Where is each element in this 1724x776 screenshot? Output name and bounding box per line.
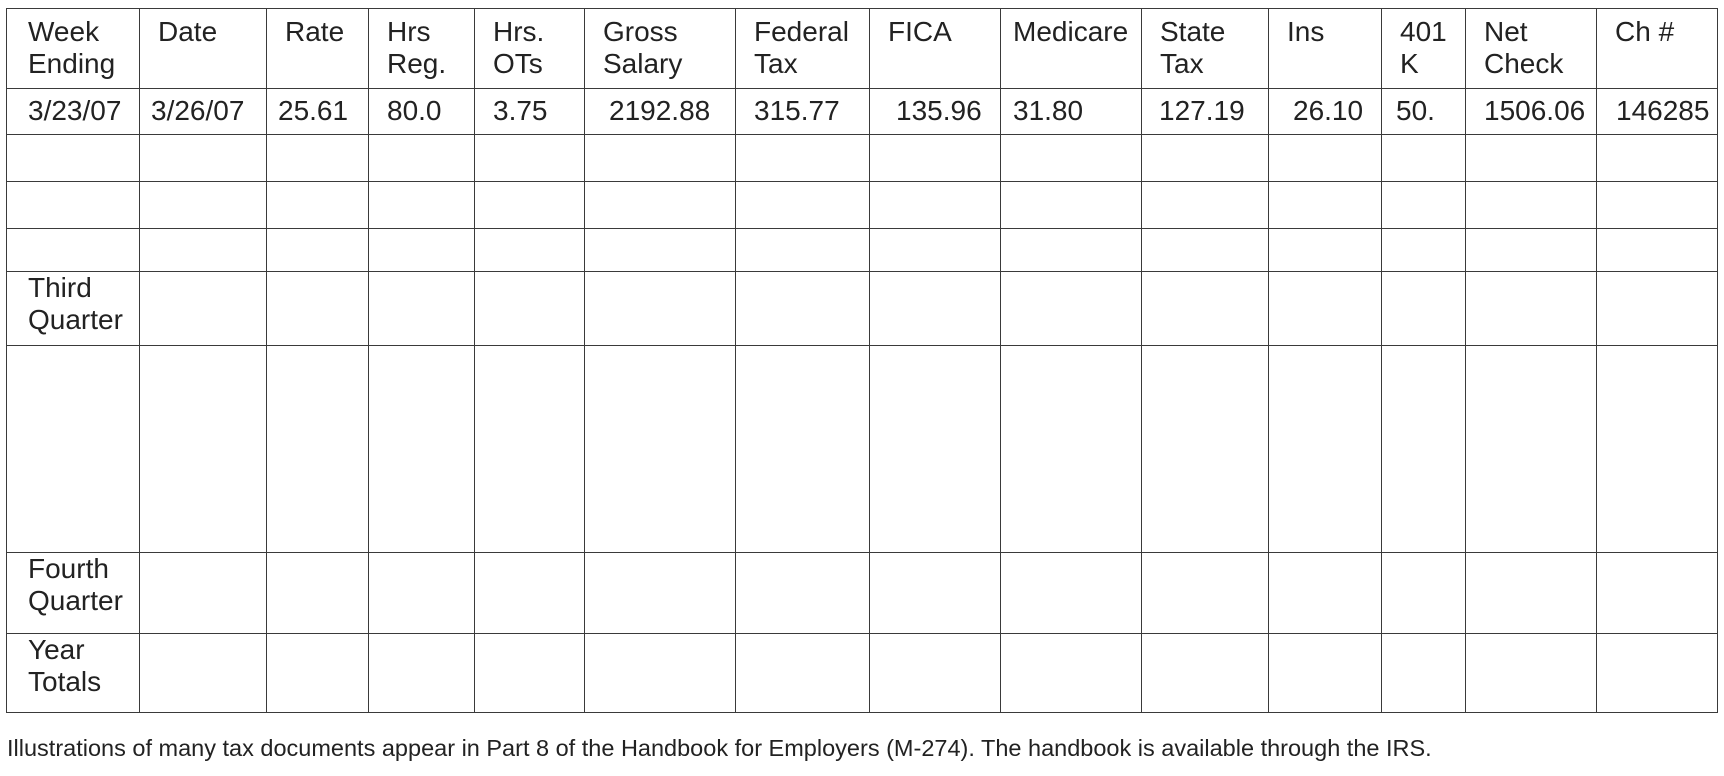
third-quarter-row	[7, 272, 1718, 346]
header-medicare: Medicare	[1001, 9, 1142, 89]
cell-fica: 135.96	[870, 89, 1001, 135]
blank-row	[7, 346, 1718, 553]
header-date: Date	[140, 9, 267, 89]
header-hrs-reg: Hrs Reg.	[369, 9, 475, 89]
cell-federal-tax: 315.77	[736, 89, 870, 135]
table-row	[7, 89, 1718, 135]
header-401k: 401 K	[1382, 9, 1466, 89]
header-state-tax: State Tax	[1142, 9, 1269, 89]
fourth-quarter-row	[7, 553, 1718, 634]
cell-ins: 26.10	[1269, 89, 1382, 135]
cell-gross-salary: 2192.88	[585, 89, 736, 135]
header-check-number: Ch #	[1597, 9, 1718, 89]
cell-medicare: 31.80	[1001, 89, 1142, 135]
cell-net-check: 1506.06	[1466, 89, 1597, 135]
header-rate: Rate	[267, 9, 369, 89]
header-hrs-ots: Hrs. OTs	[475, 9, 585, 89]
header-federal-tax: Federal Tax	[736, 9, 870, 89]
cell-state-tax: 127.19	[1142, 89, 1269, 135]
cell-hrs-reg: 80.0	[369, 89, 475, 135]
header-net-check: Net Check	[1466, 9, 1597, 89]
year-totals-label: Year Totals	[7, 634, 140, 713]
header-week-ending: Week Ending	[7, 9, 140, 89]
payroll-ledger-table	[6, 8, 1718, 713]
blank-row	[7, 182, 1718, 229]
cell-hrs-ots: 3.75	[475, 89, 585, 135]
cell-week-ending: 3/23/07	[7, 89, 140, 135]
header-gross-salary: Gross Salary	[585, 9, 736, 89]
cell-rate: 25.61	[267, 89, 369, 135]
footnote-text: Illustrations of many tax documents appear in Part 8 of the Handbook for Employers (M-274). The handbook is available through the IRS.	[7, 735, 1432, 761]
header-fica: FICA	[870, 9, 1001, 89]
cell-check-number: 146285	[1597, 89, 1718, 135]
cell-date: 3/26/07	[140, 89, 267, 135]
cell-401k: 50.	[1382, 89, 1466, 135]
header-row	[7, 9, 1718, 89]
blank-row	[7, 135, 1718, 182]
year-totals-row	[7, 634, 1718, 713]
third-quarter-label: Third Quarter	[7, 272, 140, 346]
blank-row	[7, 229, 1718, 272]
fourth-quarter-label: Fourth Quarter	[7, 553, 140, 634]
header-ins: Ins	[1269, 9, 1382, 89]
